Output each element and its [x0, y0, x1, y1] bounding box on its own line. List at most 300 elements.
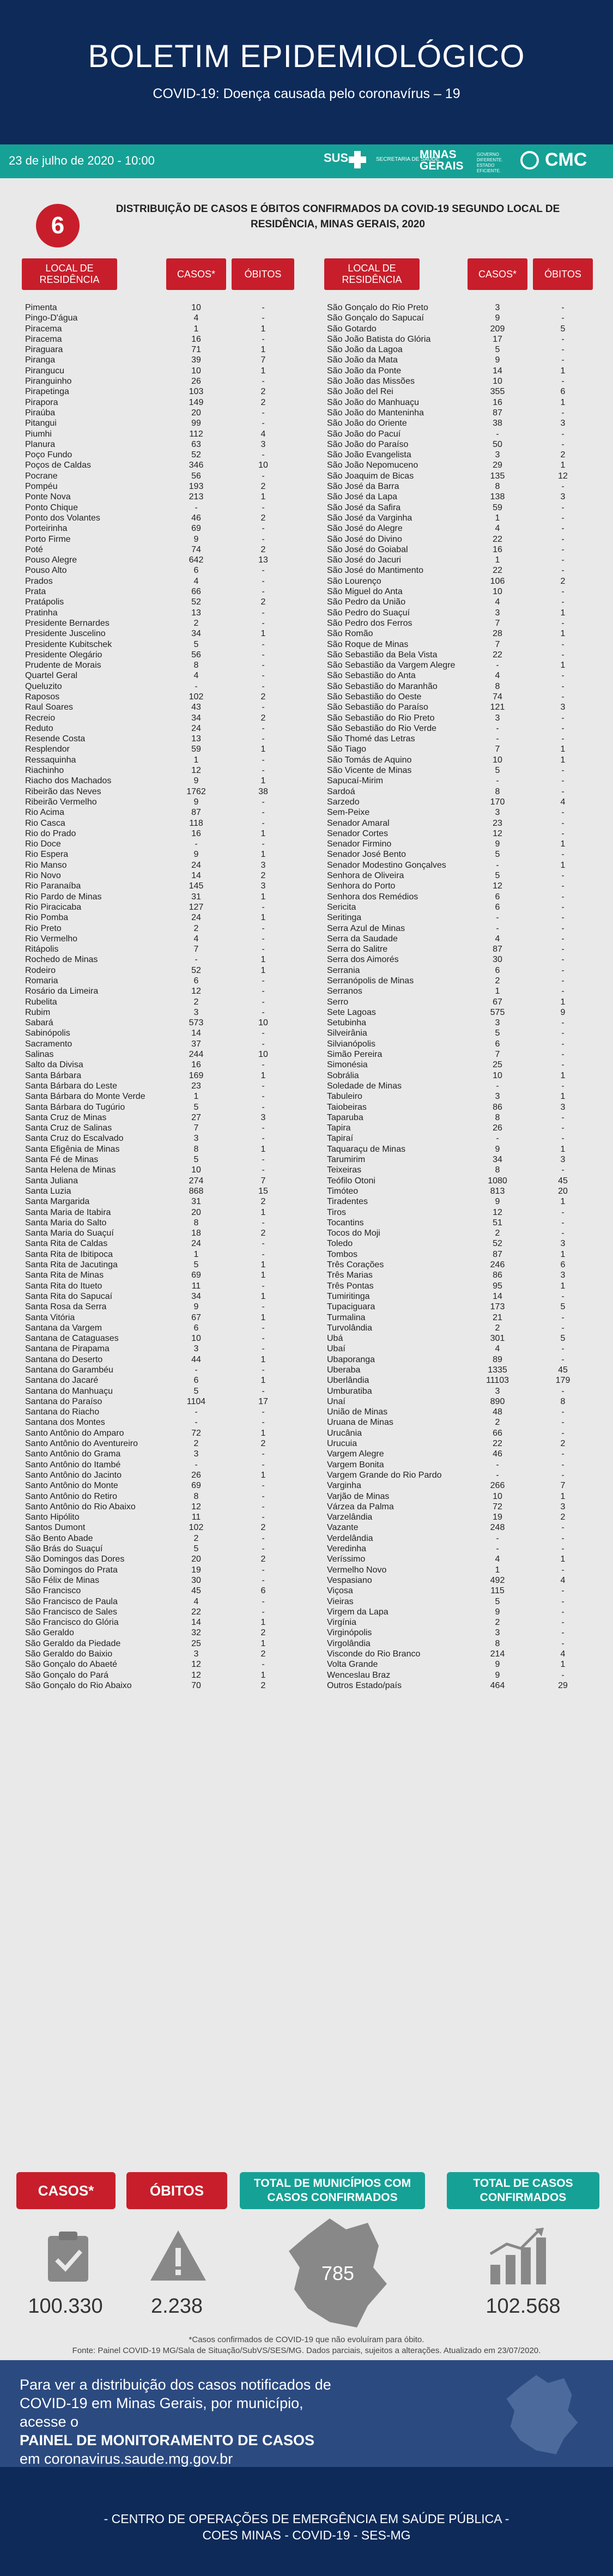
municipio-name: Sardoá [327, 787, 355, 796]
municipio-name: Santa Juliana [25, 1176, 78, 1186]
municipio-name: Rio Paranaíba [25, 881, 81, 891]
table-left [25, 303, 298, 1691]
table-row [25, 555, 298, 565]
obitos-value: - [561, 945, 565, 954]
casos-value: 9 [193, 797, 199, 807]
obitos-value: 2 [260, 1523, 266, 1533]
municipio-name: Rio do Prado [25, 829, 76, 838]
municipio-name: Virginópolis [327, 1628, 372, 1638]
casos-value: 2 [495, 976, 500, 985]
obitos-value: - [262, 1365, 265, 1375]
casos-value: 5 [193, 1386, 199, 1396]
casos-value: 4 [495, 597, 500, 607]
casos-value: 4 [193, 576, 199, 586]
casos-value: 244 [189, 1050, 204, 1060]
obitos-value: 1 [560, 755, 566, 765]
section-number: 6 [36, 204, 80, 247]
municipio-name: Presidente Olegário [25, 650, 102, 660]
casos-value: 5 [193, 1155, 199, 1165]
table-row [327, 1554, 594, 1564]
casos-value: 1 [193, 755, 199, 765]
casos-value: 14 [191, 871, 201, 881]
municipio-name: Pirangucu [25, 366, 65, 376]
municipio-name: São João da Ponte [327, 366, 402, 376]
obitos-value: - [561, 1449, 565, 1459]
obitos-value: - [561, 1607, 565, 1617]
table-row [327, 1007, 594, 1018]
table-row [25, 1154, 298, 1165]
obitos-value: 1 [560, 1144, 566, 1154]
municipio-name: Taparuba [327, 1112, 363, 1122]
municipio-name: Várzea da Palma [327, 1502, 394, 1511]
obitos-value: 7 [260, 355, 266, 365]
table-row [327, 565, 594, 576]
table-row [327, 1491, 594, 1502]
municipio-name: Três Marias [327, 1271, 373, 1280]
municipio-name: Varzelândia [327, 1513, 373, 1522]
table-row [327, 1018, 594, 1028]
obitos-value: 1 [260, 745, 266, 754]
casos-value: 9 [193, 776, 199, 786]
table-row [327, 1680, 594, 1691]
municipio-name: Senhora de Oliveira [327, 871, 404, 881]
table-row [327, 1323, 594, 1333]
casos-value: 5 [495, 1029, 500, 1038]
municipio-name: Piraúba [25, 408, 56, 418]
municipio-name: Ressaquinha [25, 755, 76, 765]
obitos-value: 1 [560, 1197, 566, 1207]
casos-value: 10 [493, 587, 502, 597]
table-row [25, 460, 298, 470]
casos-value: 16 [493, 545, 502, 554]
municipio-name: Santa Rita do Itueto [25, 1281, 102, 1291]
obitos-value: - [262, 1249, 265, 1259]
table-row [327, 1512, 594, 1522]
table-row [25, 1165, 298, 1175]
municipio-name: São João del Rei [327, 387, 393, 397]
casos-value: 2 [193, 923, 199, 933]
obitos-value: - [262, 1481, 265, 1491]
table-row [327, 1638, 594, 1649]
municipio-name: Porteirinha [25, 524, 68, 534]
obitos-value: - [561, 334, 565, 344]
table-row [327, 1480, 594, 1491]
obitos-value: 2 [560, 576, 566, 586]
municipio-name: Santa Cruz de Minas [25, 1112, 107, 1122]
summary-obitos-label: ÓBITOS [126, 2172, 227, 2209]
table-row [327, 1365, 594, 1375]
casos-value: 6 [193, 566, 199, 576]
casos-value: 10 [191, 303, 201, 312]
obitos-value: - [262, 419, 265, 428]
casos-value: 87 [191, 808, 201, 818]
casos-value: 48 [493, 1407, 502, 1417]
casos-value: 9 [495, 839, 500, 849]
municipio-name: Piraguara [25, 345, 63, 355]
obitos-value: - [262, 1123, 265, 1133]
casos-value: 9 [193, 850, 199, 860]
obitos-value: - [262, 839, 265, 849]
municipio-name: Santa Rita do Sapucaí [25, 1291, 113, 1301]
municipio-name: Santana do Jacaré [25, 1376, 99, 1386]
municipio-name: Riacho dos Machados [25, 776, 112, 786]
obitos-value: - [262, 671, 265, 681]
casos-value: 10 [493, 377, 502, 386]
table-row [327, 1460, 594, 1470]
casos-value: 87 [493, 945, 502, 954]
casos-value: 9 [193, 1302, 199, 1312]
casos-value: 6 [193, 976, 199, 985]
municipio-name: São Sebastião do Oeste [327, 692, 422, 702]
casos-value: 9 [495, 1607, 500, 1617]
obitos-value: - [561, 303, 565, 312]
summary-municipios-label: TOTAL DE MUNICÍPIOS COM CASOS CONFIRMADOS [240, 2172, 425, 2209]
municipio-name: Ribeirão Vermelho [25, 797, 97, 807]
municipio-name: Rio Casca [25, 818, 65, 828]
casos-value: 492 [490, 1575, 505, 1585]
obitos-value: - [262, 1302, 265, 1312]
obitos-value: - [561, 913, 565, 923]
casos-value: 7 [495, 745, 500, 754]
municipio-name: São Bento Abade [25, 1533, 93, 1543]
municipio-name: Verdelândia [327, 1533, 373, 1543]
table-row [25, 1144, 298, 1154]
table-row [327, 1607, 594, 1617]
municipio-name: Virgem da Lapa [327, 1607, 389, 1617]
obitos-value: - [561, 1523, 565, 1533]
minas-gerais-outline-icon [493, 2371, 591, 2458]
table-row [25, 1291, 298, 1302]
obitos-value: - [561, 829, 565, 838]
municipio-name: Santana do Garambéu [25, 1365, 113, 1375]
obitos-value: 1 [260, 345, 266, 355]
table-row [327, 1533, 594, 1544]
municipio-name: Tapira [327, 1123, 351, 1133]
obitos-value: - [262, 1092, 265, 1102]
table-row [25, 439, 298, 450]
obitos-value: - [561, 345, 565, 355]
table-row [25, 923, 298, 934]
table-row [327, 1281, 594, 1291]
obitos-value: 1 [260, 1271, 266, 1280]
section-title: DISTRIBUIÇÃO DE CASOS E ÓBITOS CONFIRMADOS DA COVID-19 SEGUNDO LOCAL DE RESIDÊNCIA, MINAS GERAIS, 2020 [116, 203, 560, 230]
municipio-name: Riachinho [25, 766, 64, 776]
municipio-name: São Geraldo [25, 1628, 74, 1638]
table-row [327, 986, 594, 996]
table-row [25, 1586, 298, 1596]
casos-value: 4 [193, 671, 199, 681]
obitos-value: - [561, 1533, 565, 1543]
casos-value: 16 [191, 1060, 201, 1070]
casos-value: 5 [495, 766, 500, 776]
municipio-name: Ubaporanga [327, 1354, 375, 1364]
municipio-name: Timóteo [327, 1186, 359, 1196]
casos-value: 464 [490, 1680, 505, 1690]
table-row [327, 503, 594, 513]
table-row [25, 1680, 298, 1691]
municipio-name: Unaí [327, 1396, 345, 1406]
table-row [25, 1354, 298, 1365]
municipio-name: Santana dos Montes [25, 1418, 105, 1428]
obitos-value: 13 [258, 555, 268, 565]
obitos-value: - [561, 713, 565, 723]
table-row [327, 1649, 594, 1659]
municipio-name: São José do Jacuri [327, 555, 402, 565]
municipio-name: São Francisco de Sales [25, 1607, 117, 1617]
municipio-name: Raposos [25, 692, 60, 702]
col-header-casos-right: CASOS* [468, 258, 527, 290]
summary-total-label: TOTAL DE CASOS CONFIRMADOS [447, 2172, 599, 2209]
municipio-name: Resende Costa [25, 734, 86, 744]
municipio-name: Rio Manso [25, 860, 67, 870]
table-row [327, 513, 594, 523]
casos-value: 301 [490, 1334, 505, 1344]
obitos-value: - [262, 1281, 265, 1291]
casos-value: 213 [189, 492, 204, 502]
municipio-name: Tapiraí [327, 1134, 354, 1144]
obitos-value: - [262, 934, 265, 944]
casos-value: - [496, 723, 499, 733]
municipio-name: Ponto Chique [25, 503, 78, 512]
obitos-value: 1 [260, 1638, 266, 1648]
municipio-name: Santana da Vargem [25, 1323, 102, 1333]
table-row [327, 481, 594, 492]
casos-value: 112 [189, 429, 203, 439]
casos-value: 24 [191, 860, 201, 870]
obitos-value: 3 [260, 881, 266, 891]
table-row [25, 628, 298, 639]
obitos-value: - [262, 1386, 265, 1396]
obitos-value: - [262, 1607, 265, 1617]
casos-value: 3 [193, 1344, 199, 1354]
casos-value: - [195, 955, 198, 965]
table-row [25, 513, 298, 523]
municipio-name: Senador Firmino [327, 839, 392, 849]
casos-value: - [496, 923, 499, 933]
obitos-value: - [262, 1323, 265, 1333]
casos-value: - [195, 1460, 198, 1470]
obitos-value: - [262, 1218, 265, 1227]
casos-value: 7 [193, 1123, 199, 1133]
casos-value: 214 [490, 1649, 505, 1659]
municipio-name: Ponte Nova [25, 492, 71, 502]
table-row [25, 723, 298, 734]
casos-value: - [496, 429, 499, 439]
casos-value: 32 [191, 1628, 201, 1638]
cta-link[interactable]: PAINEL DE MONITORAMENTO DE CASOS [20, 2432, 315, 2448]
obitos-value: 2 [260, 1229, 266, 1238]
obitos-value: 8 [560, 1396, 566, 1406]
casos-value: 12 [493, 881, 502, 891]
obitos-value: 3 [560, 703, 566, 712]
casos-value: 22 [191, 1607, 201, 1617]
obitos-value: - [262, 313, 265, 323]
obitos-value: - [262, 808, 265, 818]
casos-value: 31 [191, 892, 201, 902]
casos-value: 22 [493, 566, 502, 576]
obitos-value: 29 [558, 1680, 568, 1690]
obitos-value: - [262, 755, 265, 765]
table-row [327, 366, 594, 376]
table-row [25, 1407, 298, 1417]
obitos-value: - [561, 503, 565, 512]
obitos-value: - [262, 923, 265, 933]
table-row [327, 849, 594, 860]
municipio-name: São Domingos do Prata [25, 1565, 118, 1575]
casos-value: - [195, 1407, 198, 1417]
obitos-value: - [262, 1565, 265, 1575]
casos-value: 25 [493, 1060, 502, 1070]
table-row [327, 1354, 594, 1365]
obitos-value: - [561, 1081, 565, 1091]
obitos-value: 1 [260, 1376, 266, 1386]
table-row [25, 902, 298, 912]
cta-text: Para ver a distribuição dos casos notificados de COVID-19 em Minas Gerais, por município, acesse o [20, 2377, 331, 2430]
table-row [327, 829, 594, 839]
municipio-name: Sabinópolis [25, 1029, 70, 1038]
table-row [25, 1028, 298, 1038]
table-row [327, 944, 594, 954]
footnote [0, 2335, 613, 2356]
table-row [25, 397, 298, 408]
table-row [25, 450, 298, 460]
obitos-value: 1 [560, 1281, 566, 1291]
casos-value: 3 [193, 1649, 199, 1659]
casos-value: 11 [191, 1513, 201, 1522]
table-row [25, 334, 298, 344]
casos-value: 71 [191, 345, 201, 355]
obitos-value: - [262, 1660, 265, 1670]
casos-value: 5 [193, 1260, 199, 1270]
obitos-value: - [561, 955, 565, 965]
municipio-name: Raul Soares [25, 703, 74, 712]
obitos-value: - [262, 408, 265, 418]
casos-value: 173 [490, 1302, 505, 1312]
casos-value: 12 [191, 1660, 201, 1670]
municipio-name: Santa Luzia [25, 1186, 71, 1196]
table-row [25, 1491, 298, 1502]
table-row [327, 1470, 594, 1480]
casos-value: 127 [189, 902, 204, 912]
table-row [327, 976, 594, 986]
municipio-name: São José do Mantimento [327, 566, 423, 576]
casos-value: 14 [191, 1618, 201, 1628]
table-row [25, 1039, 298, 1049]
municipio-name: São Gonçalo do Rio Abaixo [25, 1680, 132, 1690]
municipio-name: São Gonçalo do Pará [25, 1670, 108, 1680]
casos-value: 4 [495, 1555, 500, 1564]
table-row [25, 1649, 298, 1659]
table-row [25, 523, 298, 534]
obitos-value: 1 [260, 324, 266, 334]
table-row [25, 386, 298, 397]
municipio-name: São Gonçalo do Rio Preto [327, 303, 428, 312]
municipio-name: Rio Espera [25, 850, 69, 860]
municipio-name: São Geraldo da Piedade [25, 1638, 121, 1648]
casos-value: 8 [193, 1218, 199, 1227]
casos-value: 1 [495, 513, 500, 523]
municipio-name: São João do Paraíso [327, 439, 409, 449]
obitos-value: - [561, 1039, 565, 1049]
municipio-name: Silveirânia [327, 1029, 367, 1038]
table-row [25, 376, 298, 386]
casos-value: 9 [495, 1670, 500, 1680]
table-row [25, 639, 298, 650]
municipio-name: Vieiras [327, 1597, 354, 1606]
obitos-value: - [262, 639, 265, 649]
table-row [327, 324, 594, 334]
obitos-value: 4 [560, 1649, 566, 1659]
table-row [327, 881, 594, 891]
casos-value: 3 [495, 1628, 500, 1638]
municipio-name: Piracema [25, 324, 62, 334]
casos-value: 43 [191, 703, 201, 712]
obitos-value: - [262, 1460, 265, 1470]
table-row [327, 902, 594, 912]
obitos-value: 1 [560, 997, 566, 1007]
obitos-value: - [561, 776, 565, 786]
obitos-value: - [561, 808, 565, 818]
obitos-value: 2 [260, 1680, 266, 1690]
obitos-value: - [262, 566, 265, 576]
municipio-name: Rio Preto [25, 923, 62, 933]
page-title: BOLETIM EPIDEMIOLÓGICO [88, 39, 525, 74]
secretaria-label: SECRETARIA DE SAÚDE [376, 156, 440, 162]
minas-gerais-slogan: GOVERNO DIFERENTE. ESTADO EFICIENTE. [477, 152, 503, 173]
casos-value: 52 [191, 597, 201, 607]
municipio-name: Ribeirão das Neves [25, 787, 101, 796]
obitos-value: 1 [260, 965, 266, 975]
casos-value: 4 [193, 1597, 199, 1606]
casos-value: 13 [191, 608, 201, 618]
municipio-name: Sericita [327, 902, 356, 912]
municipio-name: Serra dos Aimorés [327, 955, 399, 965]
table-row [25, 681, 298, 692]
table-row [327, 439, 594, 450]
obitos-value: 3 [560, 1271, 566, 1280]
obitos-value: 10 [258, 1050, 268, 1060]
casos-value: 17 [493, 334, 502, 344]
obitos-value: 3 [560, 1102, 566, 1112]
table-row [327, 1628, 594, 1638]
casos-value: 573 [189, 1018, 204, 1028]
municipio-name: Santa Helena de Minas [25, 1165, 116, 1175]
casos-value: 3 [495, 450, 500, 460]
obitos-value: - [262, 1513, 265, 1522]
casos-value: 3 [495, 303, 500, 312]
casos-value: - [496, 1533, 499, 1543]
table-row [327, 1249, 594, 1260]
table-row [25, 702, 298, 712]
casos-value: 99 [191, 419, 201, 428]
casos-value: 86 [493, 1102, 502, 1112]
obitos-value: 1 [560, 745, 566, 754]
casos-value: 9 [495, 355, 500, 365]
obitos-value: - [262, 608, 265, 618]
municipio-name: São Lourenço [327, 576, 381, 586]
obitos-value: - [561, 439, 565, 449]
municipio-name: Sacramento [25, 1039, 72, 1049]
obitos-value: - [561, 1565, 565, 1575]
obitos-value: 1 [560, 397, 566, 407]
casos-value: 10 [493, 1491, 502, 1501]
table-row [327, 460, 594, 470]
table-row [25, 1249, 298, 1260]
municipio-name: Urucuia [327, 1439, 357, 1449]
municipio-name: São José da Safira [327, 503, 401, 512]
obitos-value: 4 [560, 797, 566, 807]
table-row [25, 1018, 298, 1028]
